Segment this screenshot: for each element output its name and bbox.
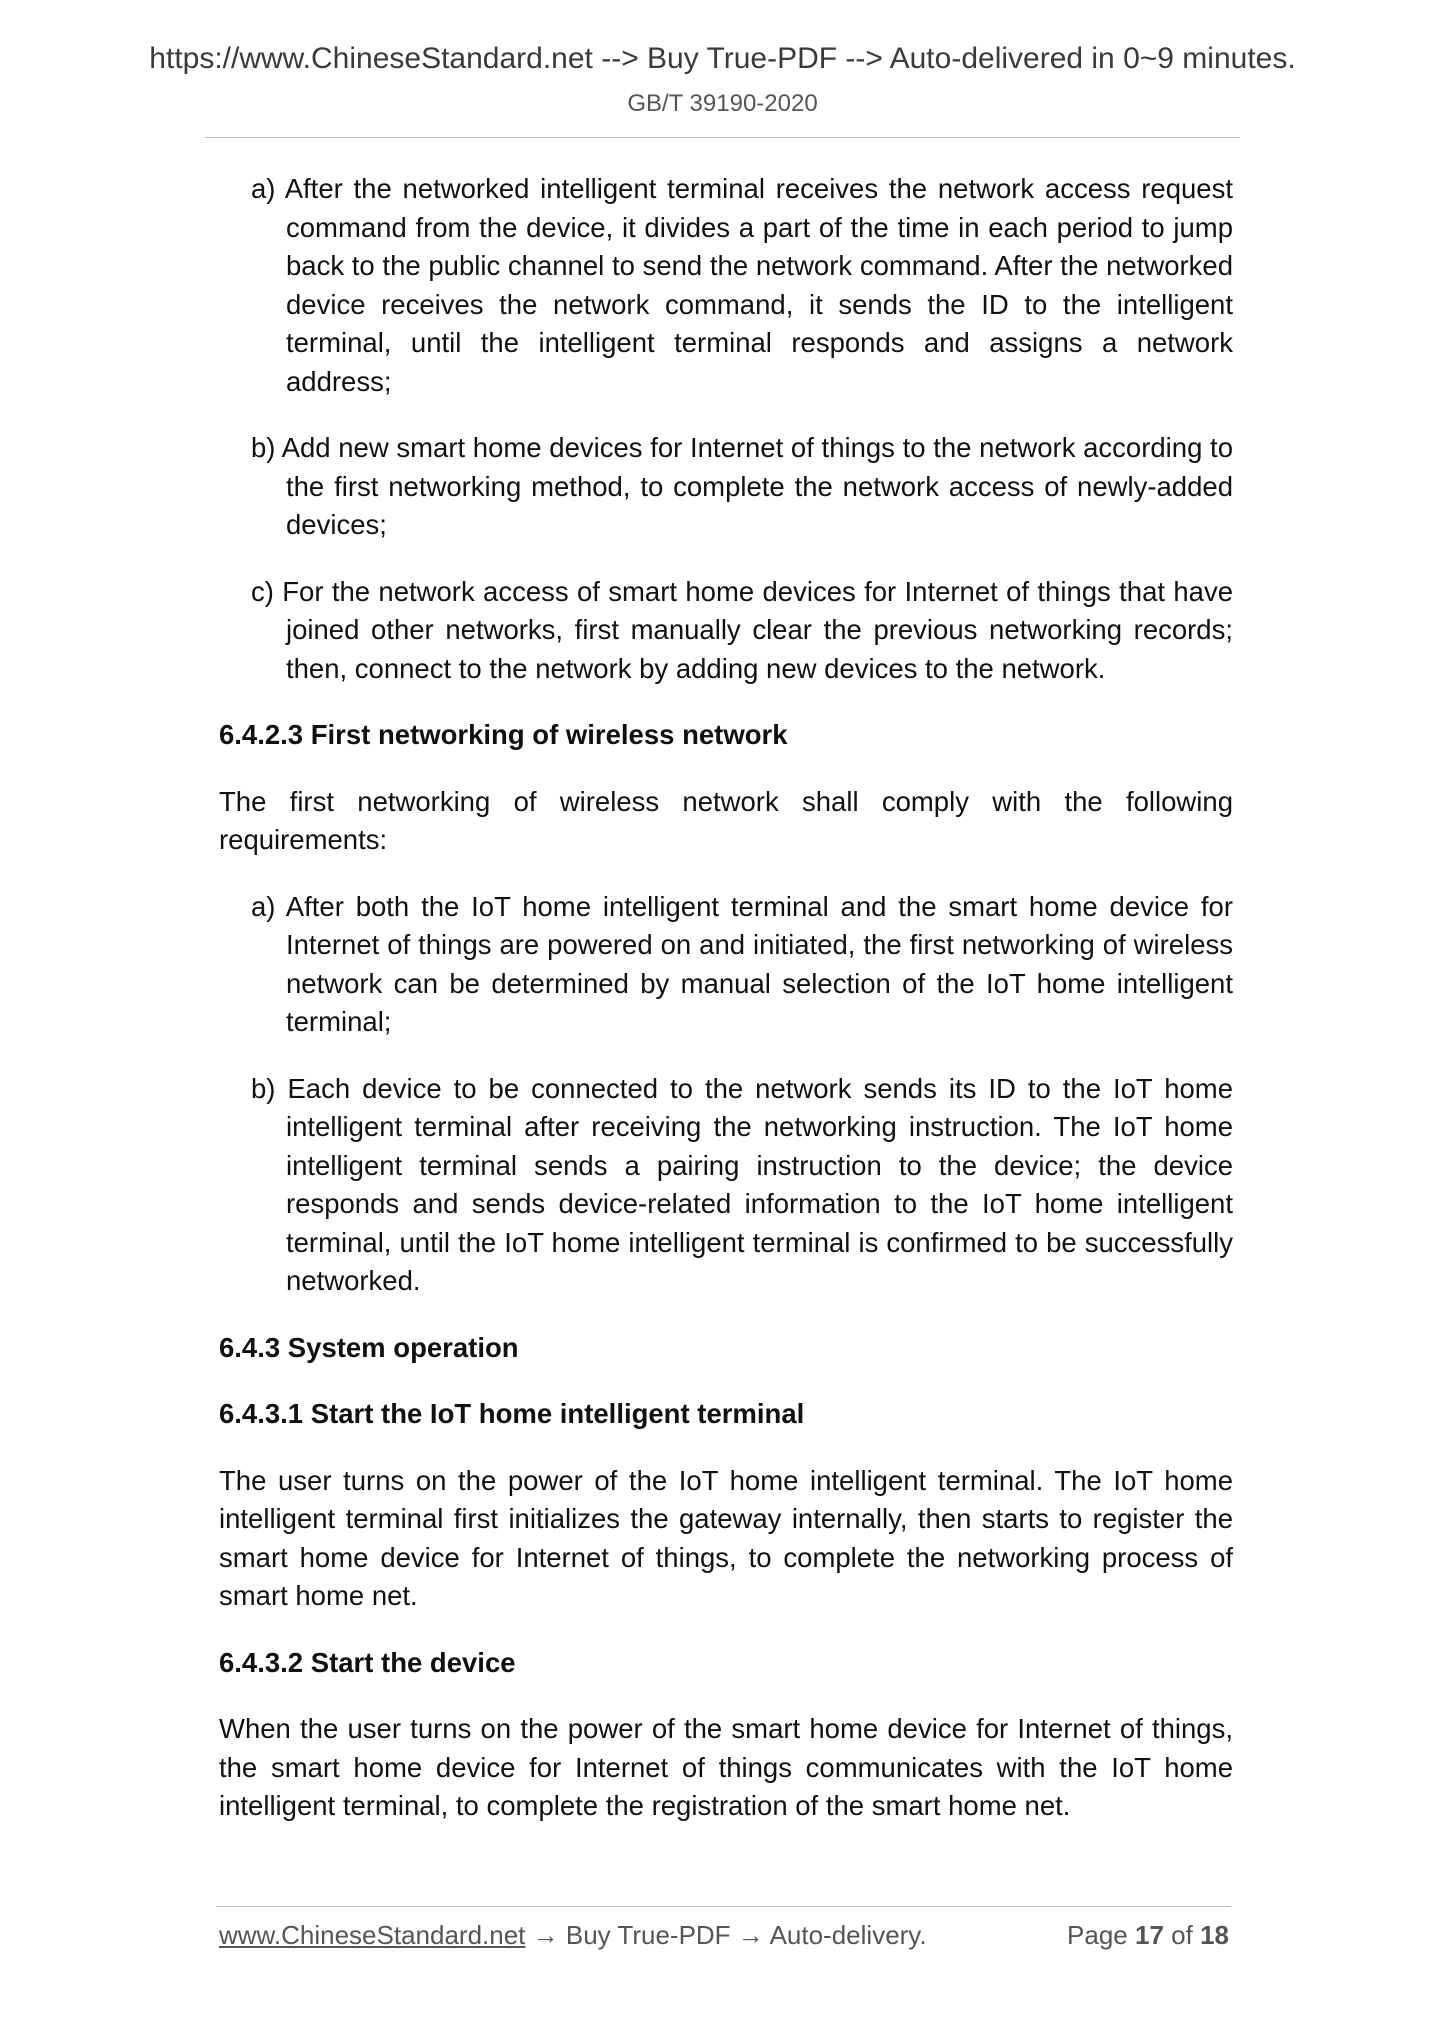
paragraph: The user turns on the power of the IoT home intelligent terminal. The IoT home intelligent terminal first initializes the gateway internally, then starts to register the smart home device for Internet of things, to complete the networking process of smart home net.: [219, 1464, 1233, 1611]
paragraph: The first networking of wireless network shall comply with the following requirements:: [219, 785, 1233, 855]
page-number: [1067, 1920, 1229, 1951]
list-item: a) After both the IoT home intelligent terminal and the smart home device for Internet of things are powered on and initiated, the first networking of wireless network can be determined by manual selection of the IoT home intelligent terminal;: [251, 890, 1233, 1037]
footer-left: [219, 1920, 927, 1951]
list-item: b) Each device to be connected to the network sends its ID to the IoT home intelligent terminal after receiving the networking instruction. The IoT home intelligent terminal sends a pairing instruction to the device; the device responds and sends device-related information to the IoT home intelligent terminal, until the IoT home intelligent terminal is confirmed to be successfully networked.: [251, 1072, 1233, 1296]
footer-tail: → Buy True-PDF → Auto-delivery.: [525, 1920, 927, 1950]
top-banner: https://www.ChineseStandard.net --> Buy True-PDF --> Auto-delivered in 0~9 minutes.: [149, 42, 1296, 75]
section-heading-6-4-2-3: 6.4.2.3 First networking of wireless network: [219, 719, 788, 750]
section-heading-6-4-3: 6.4.3 System operation: [219, 1331, 519, 1363]
paragraph: When the user turns on the power of the smart home device for Internet of things, the smart home device for Internet of things communicates with the IoT home intelligent terminal, to complete the registration of the smart home net.: [219, 1713, 1233, 1821]
footer-link[interactable]: www.ChineseStandard.net: [219, 1920, 526, 1950]
page-label: Page: [1067, 1920, 1128, 1950]
standard-code: GB/T 39190-2020: [627, 90, 818, 117]
section-heading-6-4-3-1: 6.4.3.1 Start the IoT home intelligent terminal: [219, 1398, 805, 1429]
section-heading-6-4-3-2: 6.4.3.2 Start the device: [219, 1646, 516, 1678]
page-of: of: [1171, 1920, 1193, 1950]
list-item: c) For the network access of smart home devices for Internet of things that have joined other networks, first manually clear the previous networking records; then, connect to the network by adding new devices to the network.: [251, 575, 1233, 684]
page-total: 18: [1200, 1920, 1229, 1950]
footer: [219, 1920, 1229, 1956]
list-item: b) Add new smart home devices for Internet of things to the network according to the first networking method, to complete the network access of newly-added devices;: [251, 432, 1233, 540]
page-current: 17: [1135, 1920, 1164, 1950]
footer-divider: [216, 1906, 1231, 1907]
page-content: [219, 170, 1233, 1854]
header-divider: [205, 137, 1240, 138]
list-item: a) After the networked intelligent terminal receives the network access request command from the device, it divides a part of the time in each period to jump back to the public channel to send the network command. After the networked device receives the network command, it sends the ID to the intelligent terminal, until the intelligent terminal responds and assigns a network address;: [251, 173, 1233, 397]
